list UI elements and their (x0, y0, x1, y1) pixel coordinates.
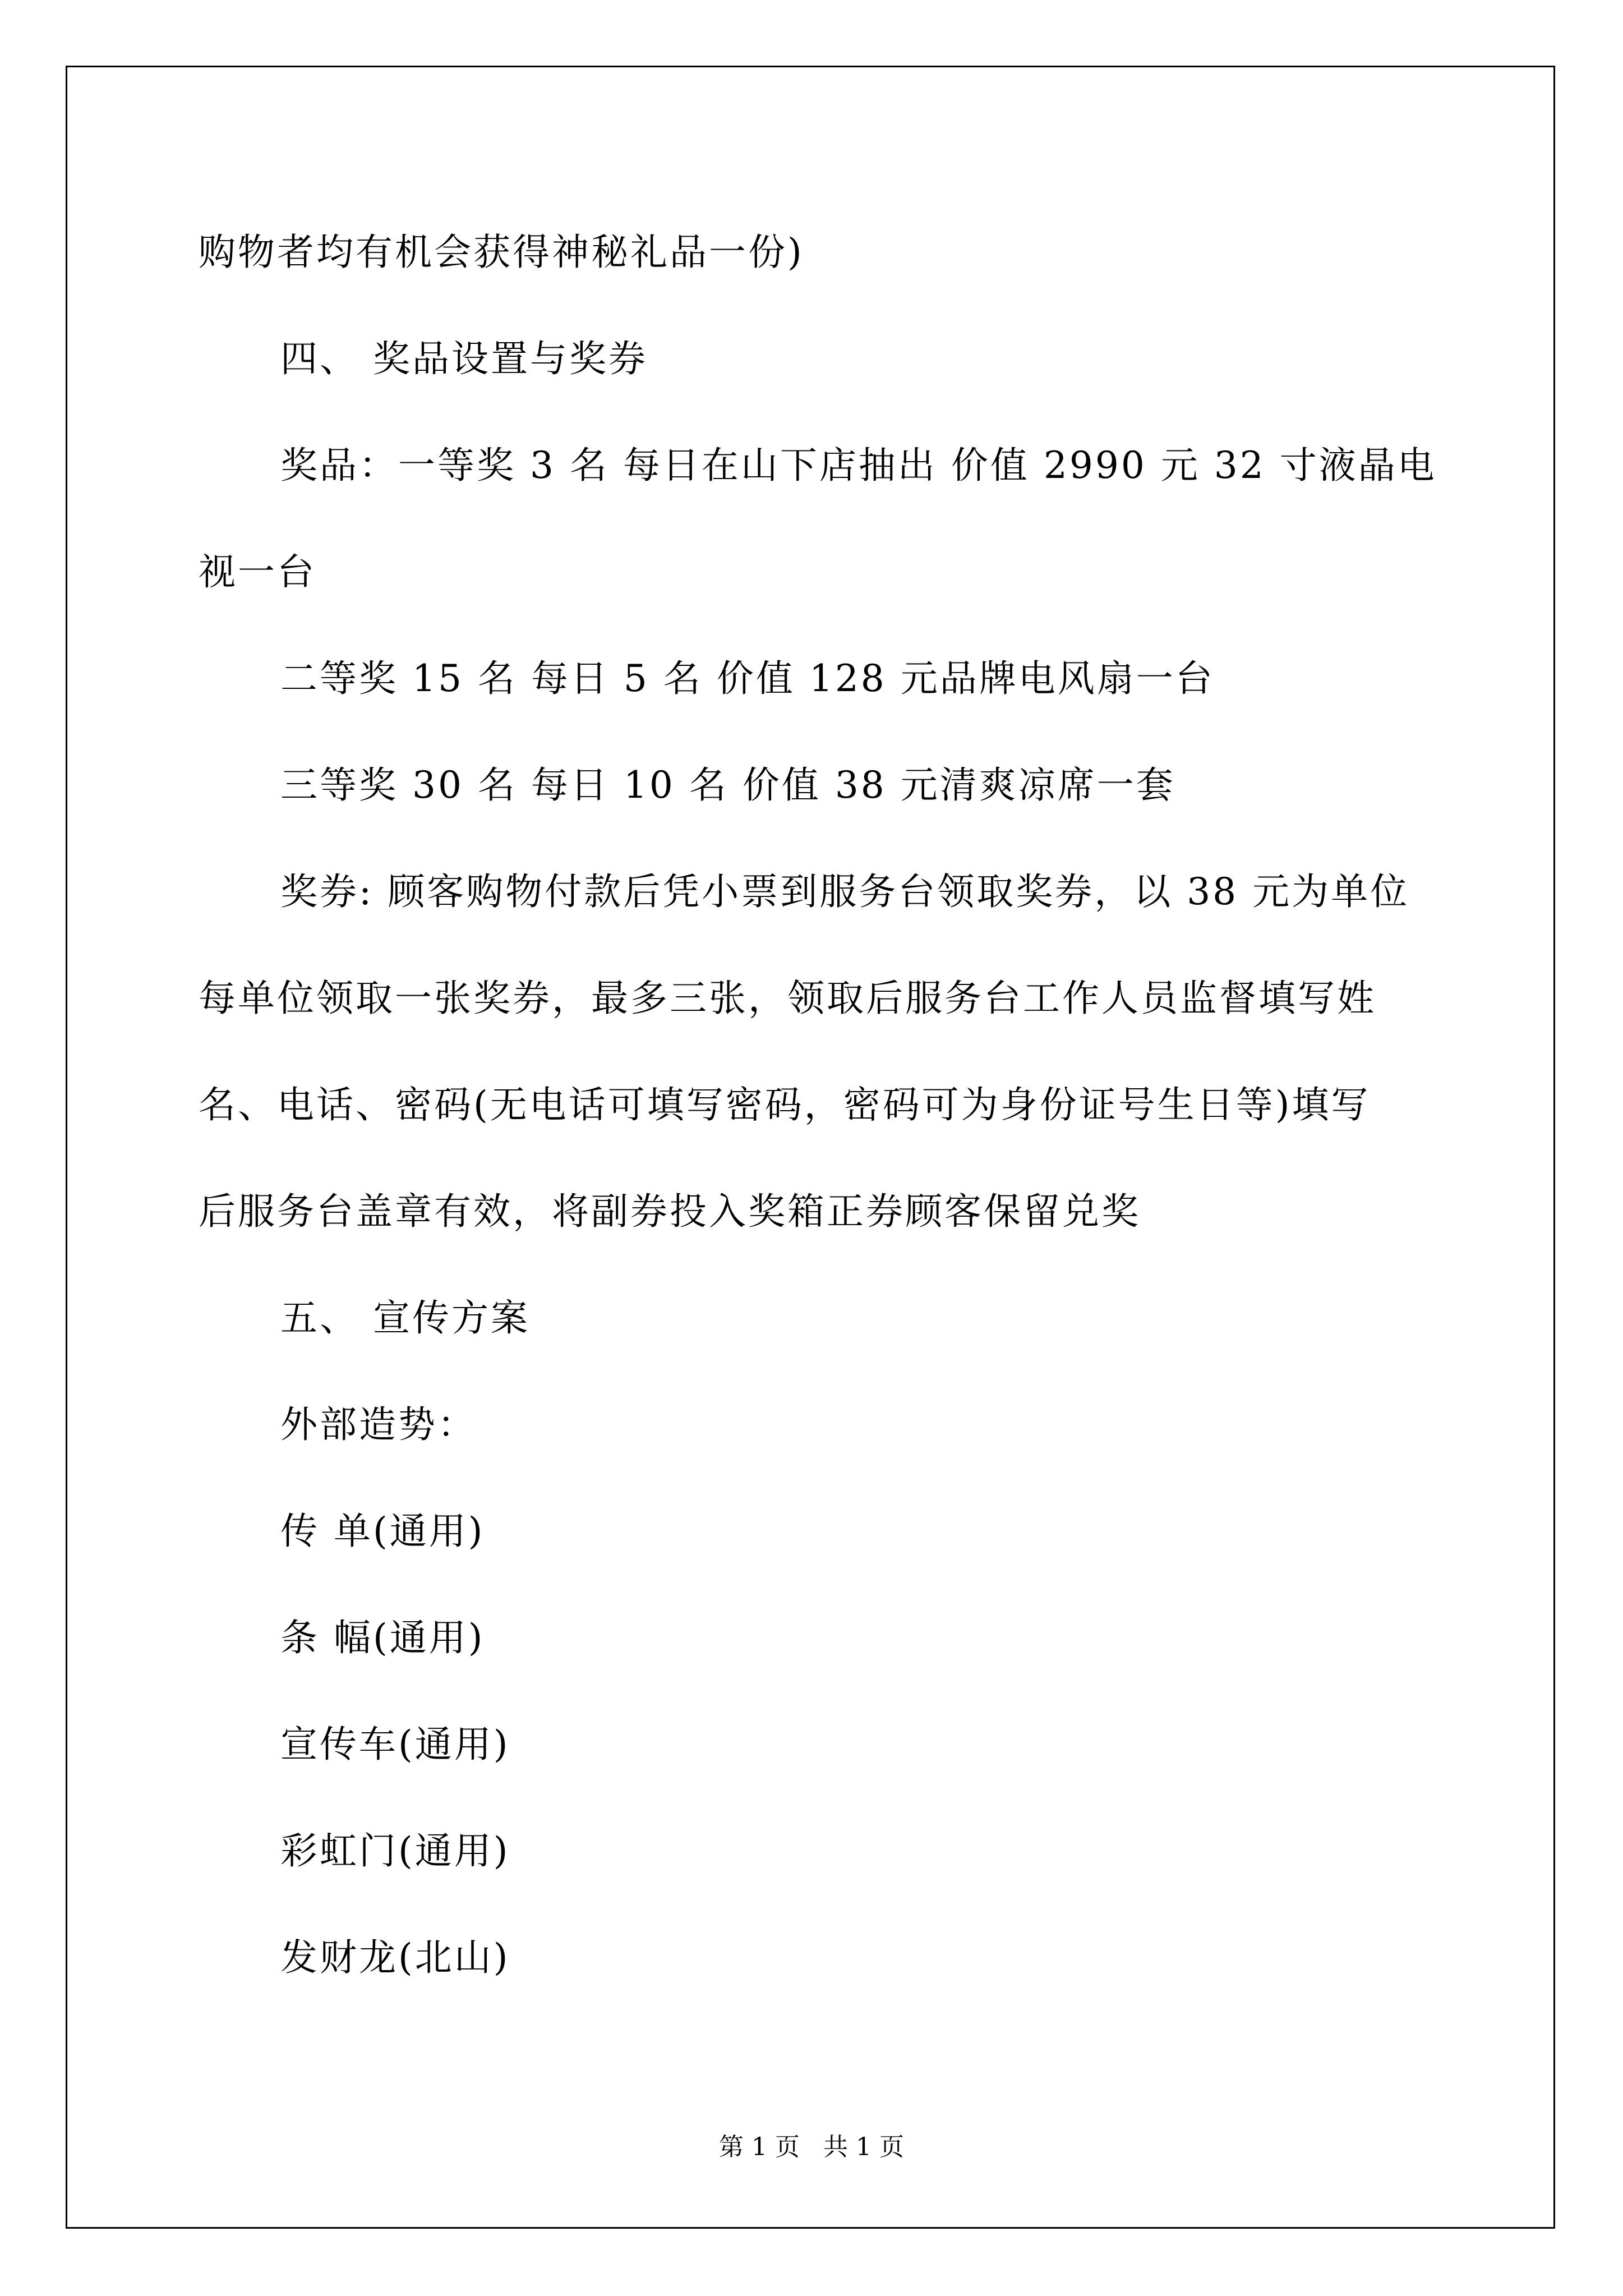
paragraph-line: 奖品：一等奖 3 名 每日在山下店抽出 价值 2990 元 32 寸液晶电 (280, 444, 1437, 487)
paragraph-line: 名、电话、密码(无电话可填写密码，密码可为身份证号生日等)填写 (199, 1083, 1371, 1126)
page-footer: 第 1 页 共 1 页 (719, 2133, 904, 2161)
paragraph-line: 每单位领取一张奖券，最多三张，领取后服务台工作人员监督填写姓 (199, 977, 1376, 1020)
paragraph-line: 外部造势： (280, 1403, 477, 1446)
section-heading: 五、 宣传方案 (280, 1296, 530, 1340)
section-heading: 四、 奖品设置与奖券 (280, 337, 648, 380)
list-item: 传 单(通用) (280, 1510, 485, 1553)
list-item: 条 幅(通用) (280, 1616, 485, 1659)
page-border (66, 66, 1555, 2229)
paragraph-line: 视一台 (199, 550, 316, 593)
paragraph-line: 购物者均有机会获得神秘礼品一份) (199, 231, 804, 274)
paragraph-line: 三等奖 30 名 每日 10 名 价值 38 元清爽凉席一套 (280, 763, 1175, 807)
list-item: 发财龙(北山) (280, 1936, 510, 1979)
paragraph-line: 后服务台盖章有效，将副券投入奖箱正券顾客保留兑奖 (199, 1190, 1141, 1233)
list-item: 宣传车(通用) (280, 1723, 510, 1766)
paragraph-line: 奖券: 顾客购物付款后凭小票到服务台领取奖券，以 38 元为单位 (280, 870, 1410, 913)
list-item: 彩虹门(通用) (280, 1829, 510, 1872)
paragraph-line: 二等奖 15 名 每日 5 名 价值 128 元品牌电风扇一台 (280, 657, 1215, 700)
